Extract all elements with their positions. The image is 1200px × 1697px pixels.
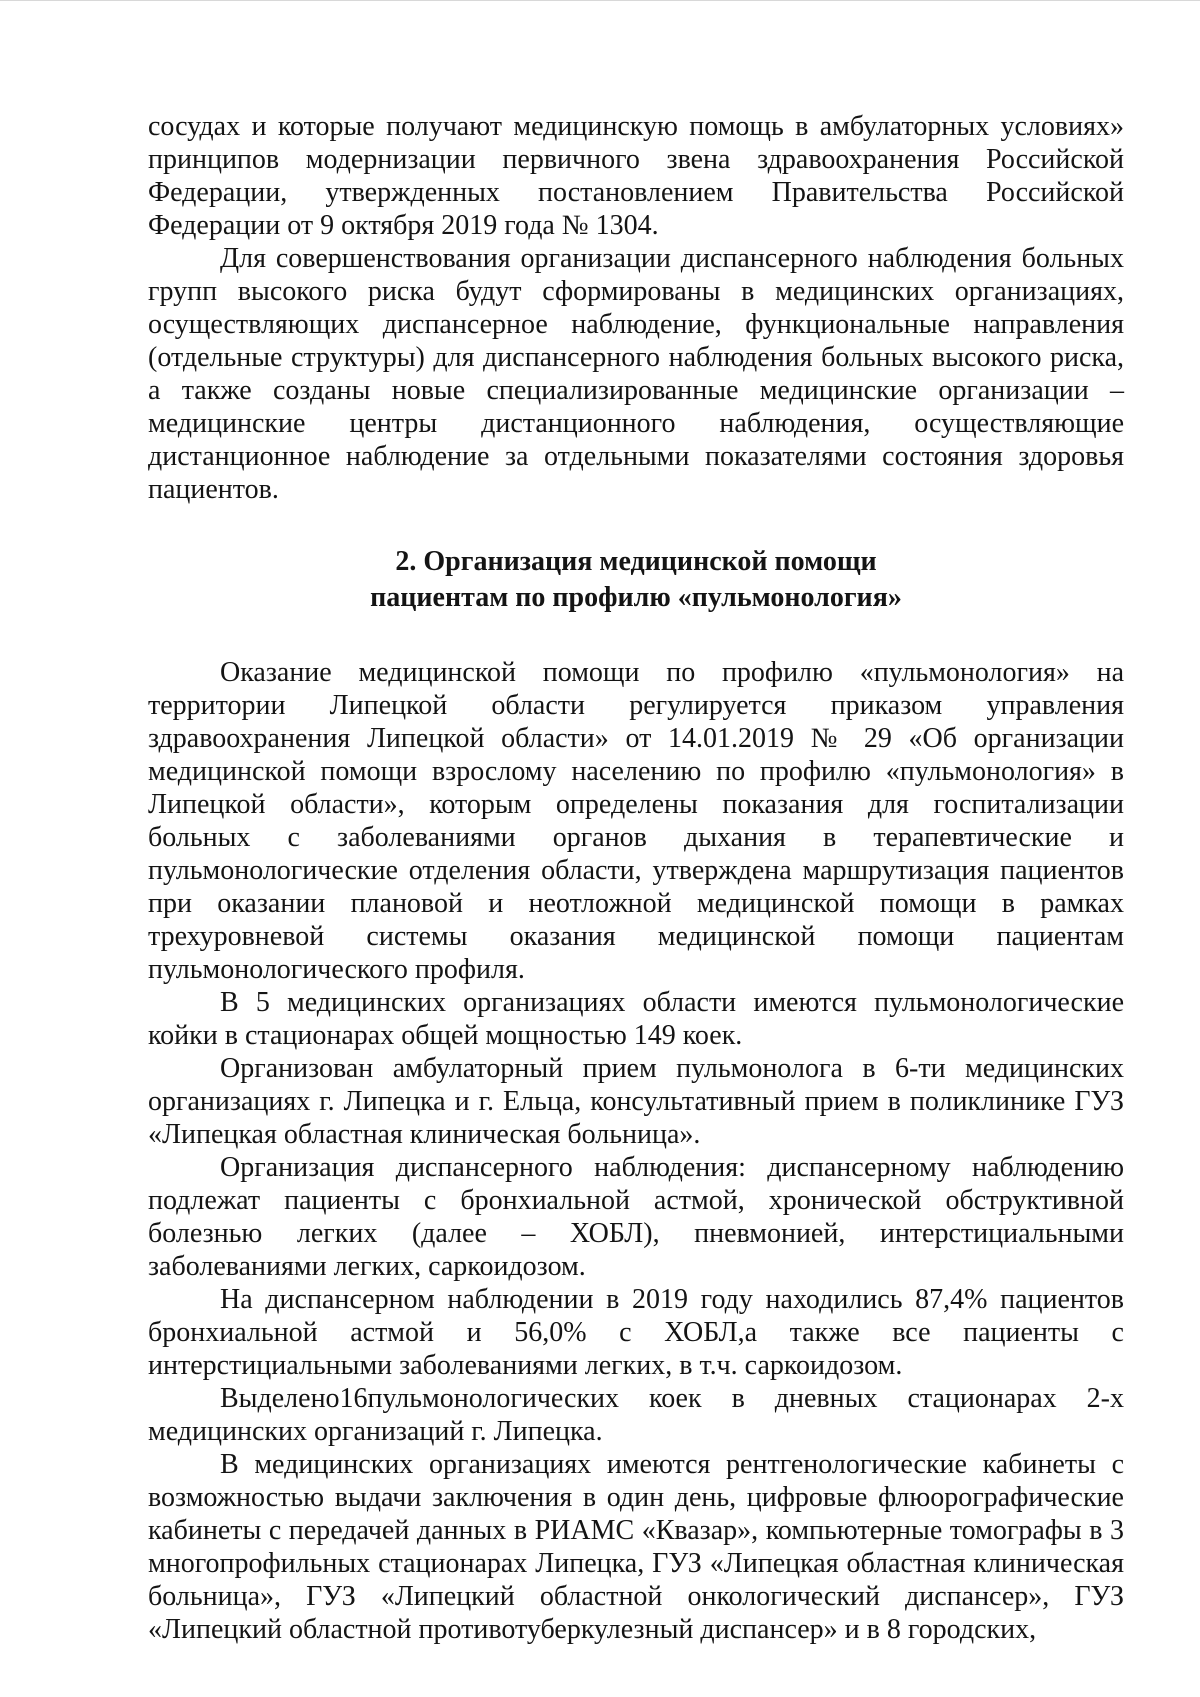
section-paragraph-5: На диспансерном наблюдении в 2019 году находились 87,4% пациентов бронхиальной астмой и 56,0% с ХОБЛ,а также все пациенты с интерстициальными заболеваниями легких, в т.ч. саркоидозом. [148,1284,1124,1381]
intro-paragraph-2: Для совершенствования организации диспансерного наблюдения больных групп высокого риска будут сформированы в медицинских организациях, осуществляющих диспансерное наблюдение, функциональные направления (отдельные структуры) для диспансерного наблюдения больных высокого риска, а также созданы новые специализированные медицинские организации – медицинские центры дистанционного наблюдения, осуществляющие дистанционное наблюдение за отдельными показателями состояния здоровья пациентов. [148,243,1124,505]
section-heading-line-1: 2. Организация медицинской помощи [395,546,877,577]
section-paragraph-2: В 5 медицинских организациях области имеются пульмонологические койки в стационарах общей мощностью 149 коек. [148,987,1124,1051]
section-heading-line-2: пациентам по профилю «пульмонология» [370,582,902,613]
section-paragraph-7: В медицинских организациях имеются рентгенологические кабинеты с возможностью выдачи заключения в один день, цифровые флюорографические кабинеты с передачей данных в РИАМС «Квазар», компьютерные томографы в 3 многопрофильных стационарах Липецка, ГУЗ «Липецкая областная клиническая больница», ГУЗ «Липецкий областной онкологический диспансер», ГУЗ «Липецкий областной противотуберкулезный диспансер» и в 8 городских, [148,1449,1124,1645]
section-paragraph-4: Организация диспансерного наблюдения: диспансерному наблюдению подлежат пациенты с бронхиальной астмой, хронической обструктивной болезнью легких (далее – ХОБЛ), пневмонией, интерстициальными заболеваниями легких, саркоидозом. [148,1152,1124,1282]
page-top-border [0,0,1200,1]
section-paragraph-6: Выделено16пульмонологических коек в дневных стационарах 2-х медицинских организаций г. Липецка. [148,1383,1124,1447]
section-paragraph-3: Организован амбулаторный прием пульмонолога в 6-ти медицинских организациях г. Липецка и г. Ельца, консультативный прием в поликлинике ГУЗ «Липецкая областная клиническая больница». [148,1053,1124,1150]
intro-paragraph-1: сосудах и которые получают медицинскую помощь в амбулаторных условиях» принципов модернизации первичного звена здравоохранения Российской Федерации, утвержденных постановлением Правительства Российской Федерации от 9 октября 2019 года № 1304. [148,111,1124,241]
section-heading [148,544,1124,616]
document-body [148,110,1124,1646]
section-paragraph-1: Оказание медицинской помощи по профилю «пульмонология» на территории Липецкой области регулируется приказом управления здравоохранения Липецкой области» от 14.01.2019 № 29 «Об организации медицинской помощи взрослому населению по профилю «пульмонология» в Липецкой области», которым определены показания для госпитализации больных с заболеваниями органов дыхания в терапевтические и пульмонологические отделения области, утверждена маршрутизация пациентов при оказании плановой и неотложной медицинской помощи в рамках трехуровневой системы оказания медицинской помощи пациентам пульмонологического профиля. [148,657,1124,985]
